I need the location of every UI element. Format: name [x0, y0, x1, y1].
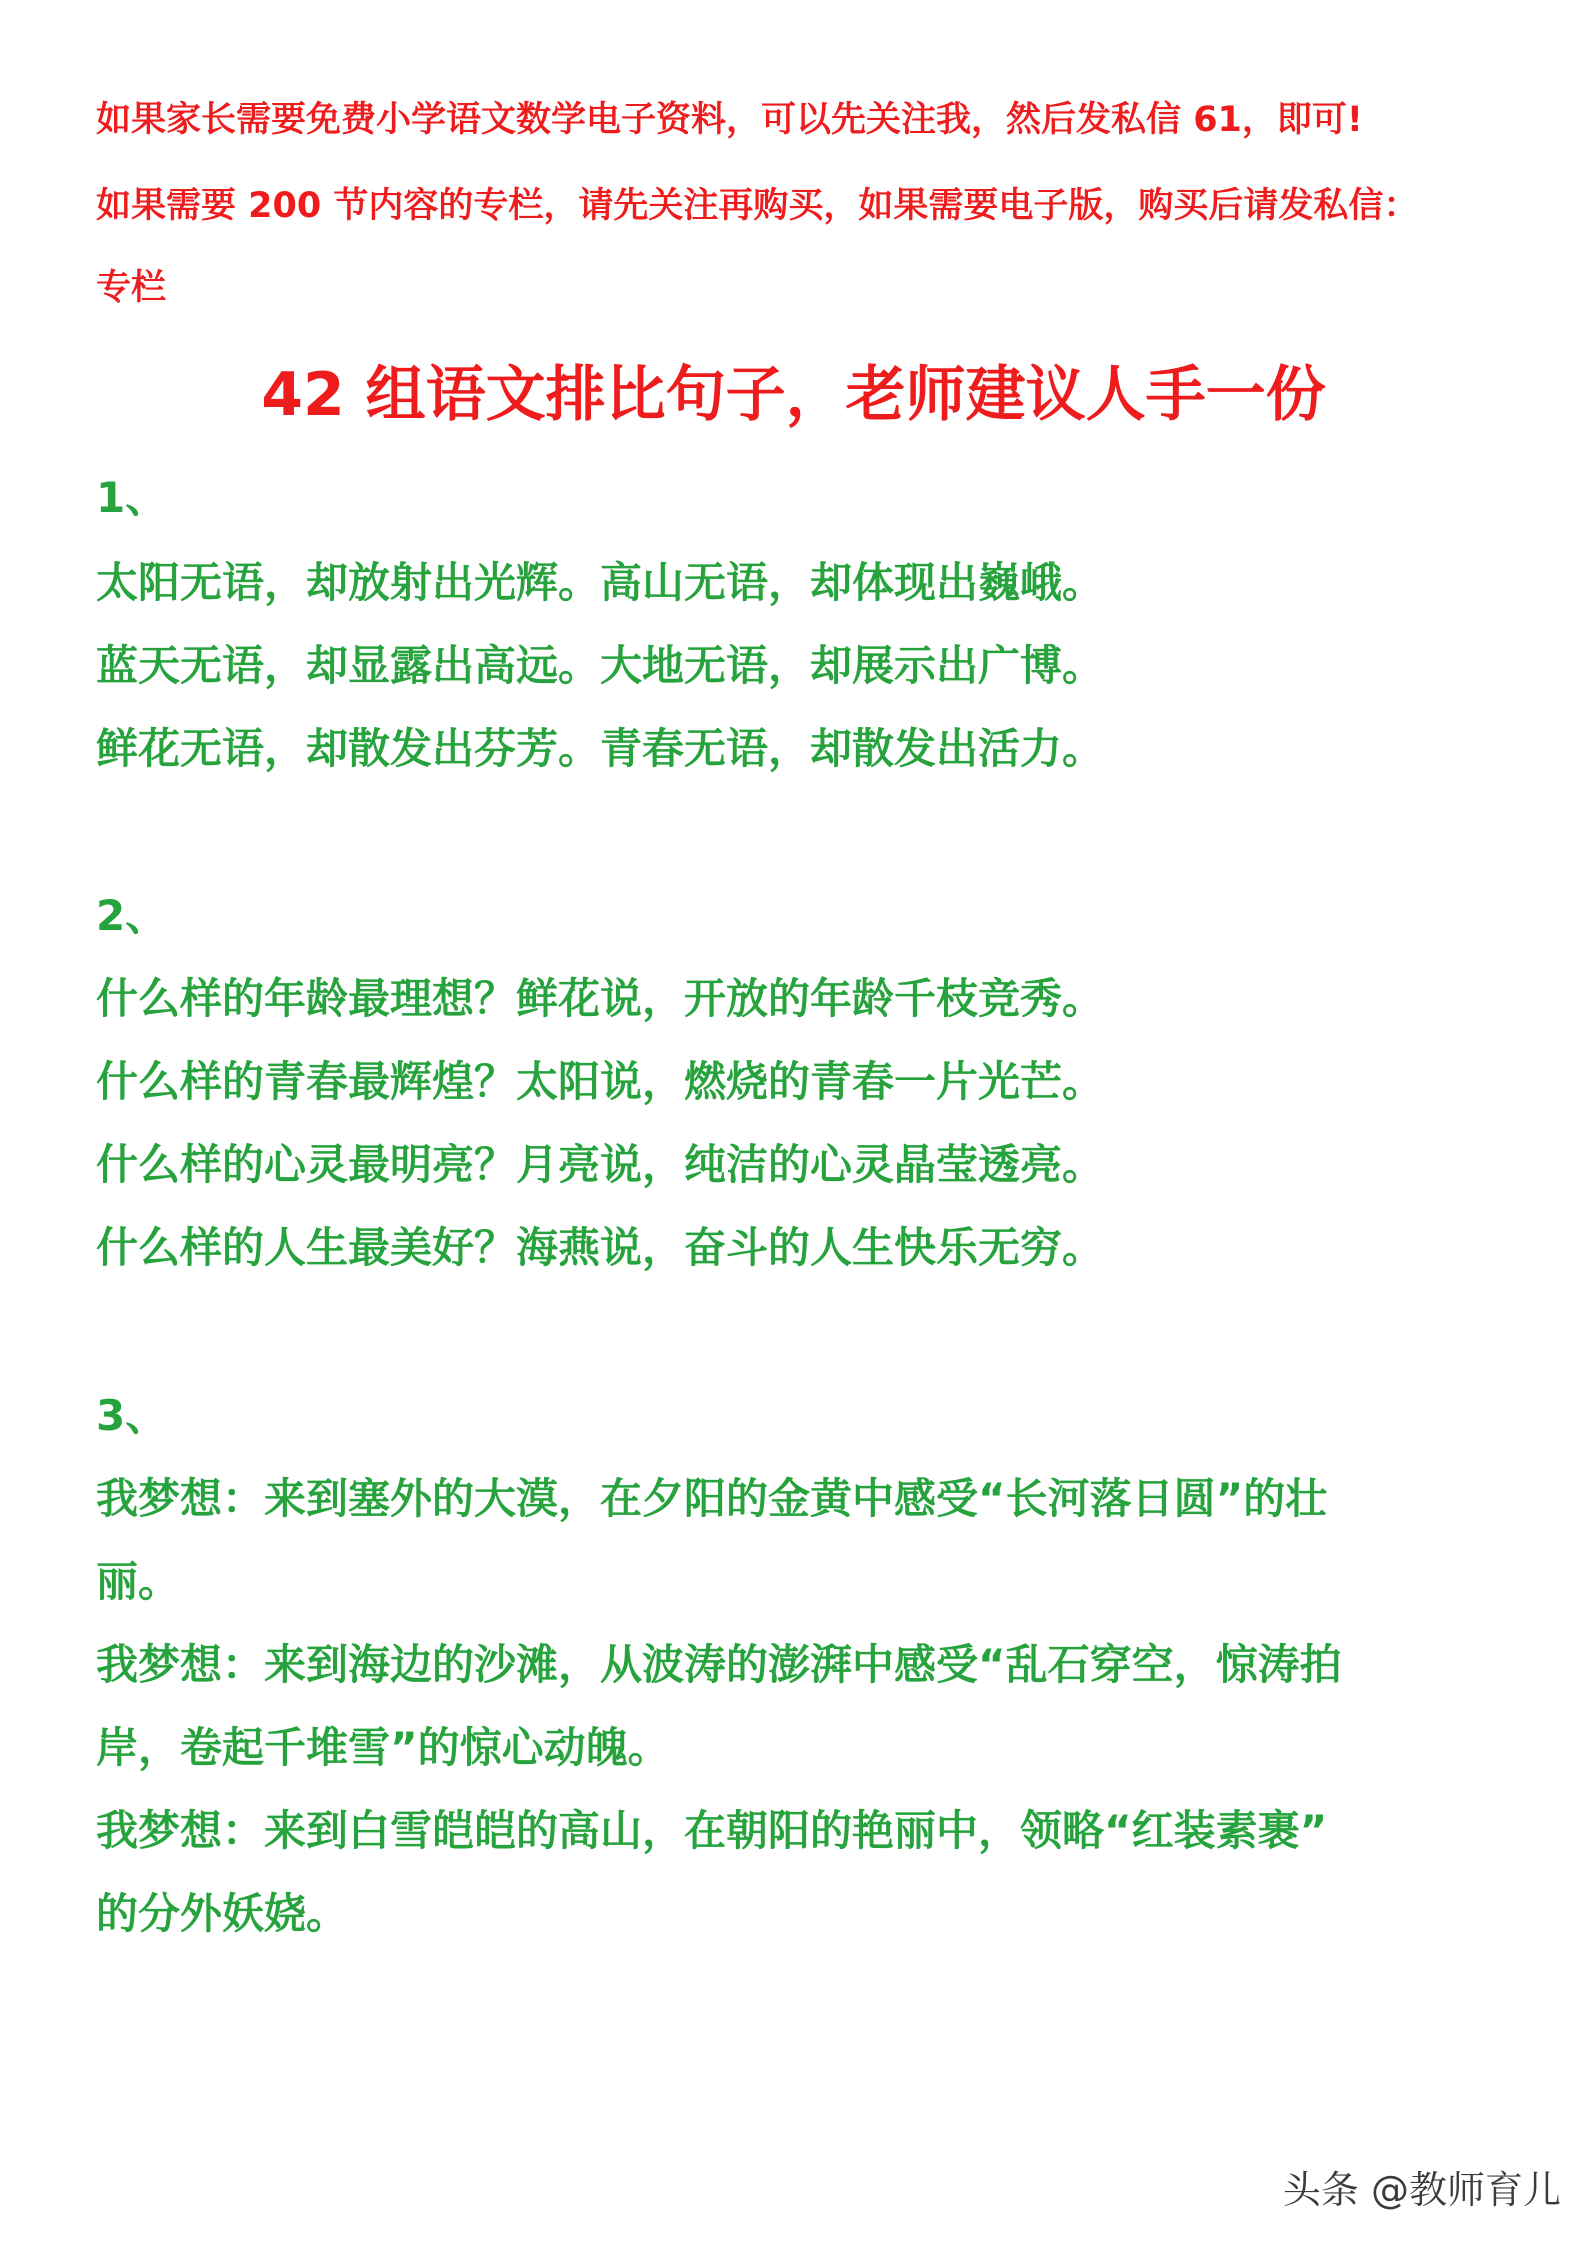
- section-3-line-5: 我梦想：来到白雪皑皑的高山，在朝阳的艳丽中，领略“红装素裹”: [96, 1806, 1328, 1855]
- section-1-number: 1、: [96, 473, 168, 522]
- section-3-line-3: 我梦想：来到海边的沙滩，从波涛的澎湃中感受“乱石穿空，惊涛拍: [96, 1640, 1342, 1689]
- section-3-number: 3、: [96, 1391, 168, 1440]
- section-2-line-3: 什么样的心灵最明亮？月亮说，纯洁的心灵晶莹透亮。: [96, 1140, 1105, 1189]
- section-1-line-1: 太阳无语，却放射出光辉。高山无语，却体现出巍峨。: [96, 558, 1105, 607]
- section-3-line-2: 丽。: [96, 1557, 181, 1606]
- notice-line-1: 如果家长需要免费小学语文数学电子资料，可以先关注我，然后发私信 61，即可!: [96, 100, 1363, 140]
- section-2-line-4: 什么样的人生最美好？海燕说，奋斗的人生快乐无穷。: [96, 1223, 1105, 1272]
- section-3-line-1: 我梦想：来到塞外的大漠，在夕阳的金黄中感受“长河落日圆”的壮: [96, 1474, 1328, 1523]
- section-3-line-6: 的分外妖娆。: [96, 1889, 349, 1938]
- section-2-line-2: 什么样的青春最辉煌？太阳说，燃烧的青春一片光芒。: [96, 1057, 1105, 1106]
- section-1-line-3: 鲜花无语，却散发出芬芳。青春无语，却散发出活力。: [96, 724, 1105, 773]
- watermark: 头条 @教师育儿: [1282, 2168, 1561, 2212]
- section-3-line-4: 岸，卷起千堆雪”的惊心动魄。: [96, 1723, 670, 1772]
- notice-line-3: 专栏: [96, 268, 167, 308]
- notice-line-2: 如果需要 200 节内容的专栏，请先关注再购买，如果需要电子版，购买后请发私信：: [96, 186, 1419, 226]
- section-2-number: 2、: [96, 891, 168, 940]
- section-2-line-1: 什么样的年龄最理想？鲜花说，开放的年龄千枝竞秀。: [96, 974, 1105, 1023]
- section-1-line-2: 蓝天无语，却显露出高远。大地无语，却展示出广博。: [96, 641, 1105, 690]
- page-title: 42 组语文排比句子，老师建议人手一份: [261, 360, 1326, 430]
